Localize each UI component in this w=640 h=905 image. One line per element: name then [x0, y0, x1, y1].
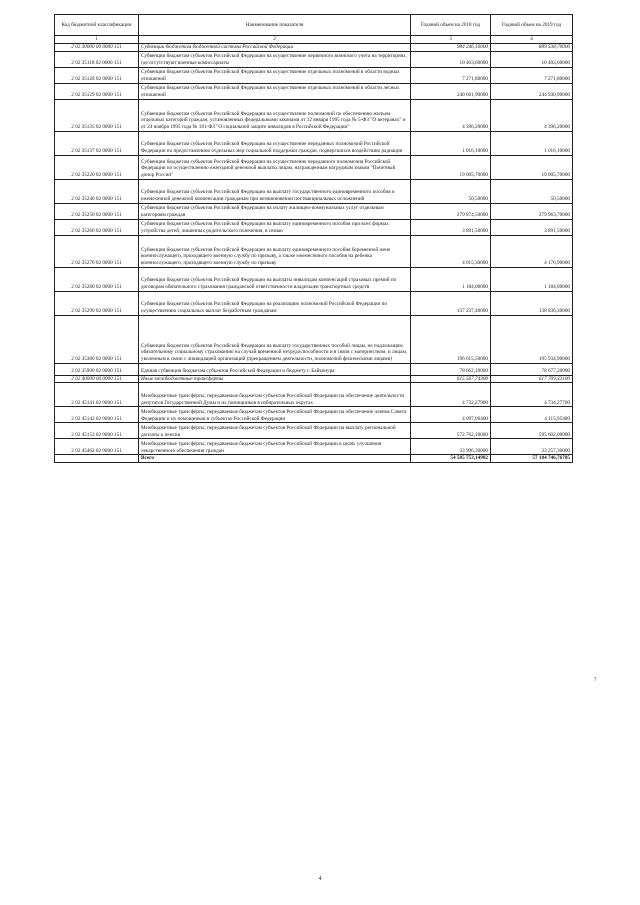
total-2019: 57 184 746,76785: [491, 455, 573, 463]
row-value-2019: 617 709,33100: [491, 375, 573, 383]
row-name: Субвенции бюджетам субъектов Российской Федерации на осуществление переданных полномочий Российской Федерации по предоставлению отдельных мер социальной поддержки граждан, подвергшихся воздействию радиации: [139, 131, 411, 155]
total-row: [55, 455, 573, 463]
total-label: Всего: [139, 455, 411, 463]
table-row: [55, 44, 573, 52]
row-value-2019: 10 403,60000: [491, 51, 573, 67]
row-code: 2 02 35250 02 0000 151: [55, 203, 139, 219]
row-code: 2 02 35135 02 0000 151: [55, 99, 139, 131]
table-row: [55, 439, 573, 455]
table-row: [55, 83, 573, 99]
row-value-2019: 50,50000: [491, 179, 573, 203]
row-name: Субвенции бюджетам субъектов Российской Федерации на осуществление полномочий по обеспечению жильем отдельных категорий граждан, установленных федеральными законами от 12 января 1995 года № 5-ФЗ "О ветеранах" и от 24 ноября 1995 года № 181-ФЗ "О социальной защите инвалидов в Российской Федерации": [139, 99, 411, 131]
row-value-2019: 1 184,00000: [491, 267, 573, 291]
row-value-2019: 138 836,30000: [491, 291, 573, 315]
row-value-2018: 10 403,60000: [411, 51, 491, 67]
table-row: [55, 51, 573, 67]
budget-table: [54, 14, 573, 463]
row-value-2019: 78 677,20000: [491, 363, 573, 375]
row-code: 2 02 40000 00 0000 151: [55, 375, 139, 383]
column-number: 1: [55, 36, 139, 44]
page-number: 4: [318, 876, 322, 882]
table-row: [55, 131, 573, 155]
row-name: Иные межбюджетные трансферты: [139, 375, 411, 383]
table-row: [55, 267, 573, 291]
row-code: 2 02 45141 02 0000 151: [55, 383, 139, 407]
row-name: Единая субвенция бюджетам субъектов Российской Федерации и бюджету г. Байконура: [139, 363, 411, 375]
total-2018: 54 585 753,14982: [411, 455, 491, 463]
row-value-2018: 4 732,27900: [411, 383, 491, 407]
row-value-2018: 984 246,10000: [411, 44, 491, 52]
header-name: Наименование показателя: [139, 15, 411, 36]
row-value-2018: 572 762,10000: [411, 423, 491, 439]
row-code: 2 02 35260 02 0000 151: [55, 219, 139, 235]
table-row: [55, 383, 573, 407]
row-name: Субвенции бюджетам субъектов Российской Федерации на осуществление переданного полномочия Российской Федерации по осуществлению ежегодной денежной выплаты лицам, награжденным нагрудным знаком "Почетный донор России": [139, 155, 411, 179]
table-row: [55, 219, 573, 235]
row-value-2019: 195 934,90000: [491, 315, 573, 363]
row-name: Субвенции бюджетам субъектов Российской Федерации на осуществление отдельных полномочий в области водных отношений: [139, 67, 411, 83]
table-row: [55, 99, 573, 131]
row-value-2019: 4 115,95400: [491, 407, 573, 423]
row-value-2018: 279 874,50000: [411, 203, 491, 219]
table-row: [55, 423, 573, 439]
row-code: 2 02 45142 02 0000 151: [55, 407, 139, 423]
row-value-2018: 615 567,74300: [411, 375, 491, 383]
row-name: Субвенции бюджетам субъектов Российской Федерации на выплату государственных пособий лицам, не подлежащим обязательному социальному страхованию на случай временной нетрудоспособности и в связи с материнством, и лицам, уволенным в связи с ликвидацией организаций (прекращением деятельности, полномочий физическими лицами): [139, 315, 411, 363]
table-row: [55, 363, 573, 375]
table-row: [55, 375, 573, 383]
column-number: 3: [411, 36, 491, 44]
row-value-2019: 244 930,90000: [491, 83, 573, 99]
row-value-2018: 78 662,10000: [411, 363, 491, 375]
row-name: Межбюджетные трансферты, передаваемые бюджетам субъектов Российской Федерации на обеспечение членов Совета Федерации и их помощников в субъектах Российской Федерации: [139, 407, 411, 423]
row-value-2018: 4 097,06400: [411, 407, 491, 423]
row-name: Межбюджетные трансферты, передаваемые бюджетам субъектов Российской Федерации на обеспечение деятельности депутатов Государственной Думы и их помощников в избирательных округах: [139, 383, 411, 407]
row-value-2019: 4 396,20000: [491, 99, 573, 131]
row-code: 2 02 35280 02 0000 151: [55, 267, 139, 291]
row-value-2019: 19 005,70000: [491, 155, 573, 179]
column-number: 2: [139, 36, 411, 44]
table-row: [55, 315, 573, 363]
row-value-2018: 19 005,70000: [411, 155, 491, 179]
row-value-2018: 240 601,90000: [411, 83, 491, 99]
row-code: 2 02 35380 02 0000 151: [55, 315, 139, 363]
row-value-2019: 889 538,70000: [491, 44, 573, 52]
row-value-2018: 33 996,30000: [411, 439, 491, 455]
row-code: 2 02 45153 02 0000 151: [55, 423, 139, 439]
table-row: [55, 155, 573, 179]
table-row: [55, 179, 573, 203]
row-value-2019: 279 963,70000: [491, 203, 573, 219]
row-code: 2 02 35128 02 0000 151: [55, 67, 139, 83]
row-value-2019: 3 891,50000: [491, 219, 573, 235]
row-code: 2 02 35118 02 0000 151: [55, 51, 139, 67]
table-row: [55, 291, 573, 315]
row-value-2019: 7 271,80000: [491, 67, 573, 83]
row-name: Субвенции бюджетам субъектов Российской Федерации на реализацию полномочий Российской Федерации по осуществлению социальных выплат безработным гражданам: [139, 291, 411, 315]
row-name: Субвенции бюджетам субъектов Российской Федерации на оплату жилищно-коммунальных услуг отдельным категориям граждан: [139, 203, 411, 219]
row-name: Субвенции бюджетам субъектов Российской Федерации на выплату единовременного пособия при всех формах устройства детей, лишенных родительского попечения, в семью: [139, 219, 411, 235]
row-code: 2 02 35129 02 0000 151: [55, 83, 139, 99]
table-header-row: [55, 15, 573, 36]
row-name: Субвенции бюджетам субъектов Российской Федерации на осуществление первичного воинского учета на территориях, где отсутствуют военные комиссариаты: [139, 51, 411, 67]
row-code: 2 02 35270 02 0000 151: [55, 235, 139, 267]
table-row: [55, 235, 573, 267]
table-row: [55, 203, 573, 219]
row-value-2019: 1 016,10000: [491, 131, 573, 155]
header-2018: Годовой объем на 2018 год: [411, 15, 491, 36]
column-number: 4: [491, 36, 573, 44]
total-code-cell: [55, 455, 139, 463]
row-value-2018: 1 184,00000: [411, 267, 491, 291]
table-row: [55, 67, 573, 83]
row-name: Субвенции бюджетам субъектов Российской Федерации на выплату единовременного пособия беременной жене военнослужащего, проходящего военную службу по призыву, а также ежемесячного пособия на ребенка военнослужащего, проходящего военную службу по призыву: [139, 235, 411, 267]
row-name: Межбюджетные трансферты, передаваемые бюджетам субъектов Российской Федерации на выплату региональной доплаты к пенсии: [139, 423, 411, 439]
row-code: 2 02 35220 02 0000 151: [55, 155, 139, 179]
row-code: 2 02 30000 00 0000 151: [55, 44, 139, 52]
row-code: 2 02 45462 02 0000 151: [55, 439, 139, 455]
row-name: Субвенции бюджетам бюджетной системы Российской Федерации: [139, 44, 411, 52]
row-value-2019: 4 734,27700: [491, 383, 573, 407]
row-value-2018: 7 271,80000: [411, 67, 491, 83]
row-name: Субвенции бюджетам субъектов Российской Федерации на осуществление отдельных полномочий в области лесных отношений: [139, 83, 411, 99]
table-row: [55, 407, 573, 423]
margin-mark: 7: [594, 678, 597, 683]
row-code: 2 02 35900 02 0000 151: [55, 363, 139, 375]
row-value-2018: 196 615,50000: [411, 315, 491, 363]
row-value-2018: 1 016,10000: [411, 131, 491, 155]
row-value-2018: 50,50000: [411, 179, 491, 203]
header-2019: Годовой объем на 2019 год: [491, 15, 573, 36]
row-value-2018: 137 237,40000: [411, 291, 491, 315]
row-value-2019: 595 602,00000: [491, 423, 573, 439]
row-name: Субвенции бюджетам субъектов Российской Федерации на выплаты инвалидам компенсаций страховых премий по договорам обязательного страхования гражданской ответственности владельцев транспортных средств: [139, 267, 411, 291]
row-value-2018: 4 015,30000: [411, 235, 491, 267]
row-name: Межбюджетные трансферты, передаваемые бюджетам субъектов Российской Федерации в целях улучшения лекарственного обеспечения граждан: [139, 439, 411, 455]
row-value-2019: 4 176,90000: [491, 235, 573, 267]
row-value-2019: 33 257,30000: [491, 439, 573, 455]
row-name: Субвенции бюджетам субъектов Российской Федерации на выплату государственного единовременного пособия и ежемесячной денежной компенсации гражданам при возникновении поствакцинальных осложнений: [139, 179, 411, 203]
header-code: Код бюджетной классификации: [55, 15, 139, 36]
column-number-row: [55, 36, 573, 44]
row-code: 2 02 35137 02 0000 151: [55, 131, 139, 155]
row-code: 2 02 35290 02 0000 151: [55, 291, 139, 315]
row-code: 2 02 35240 02 0000 151: [55, 179, 139, 203]
row-value-2018: 4 396,20000: [411, 99, 491, 131]
row-value-2018: 3 891,50000: [411, 219, 491, 235]
